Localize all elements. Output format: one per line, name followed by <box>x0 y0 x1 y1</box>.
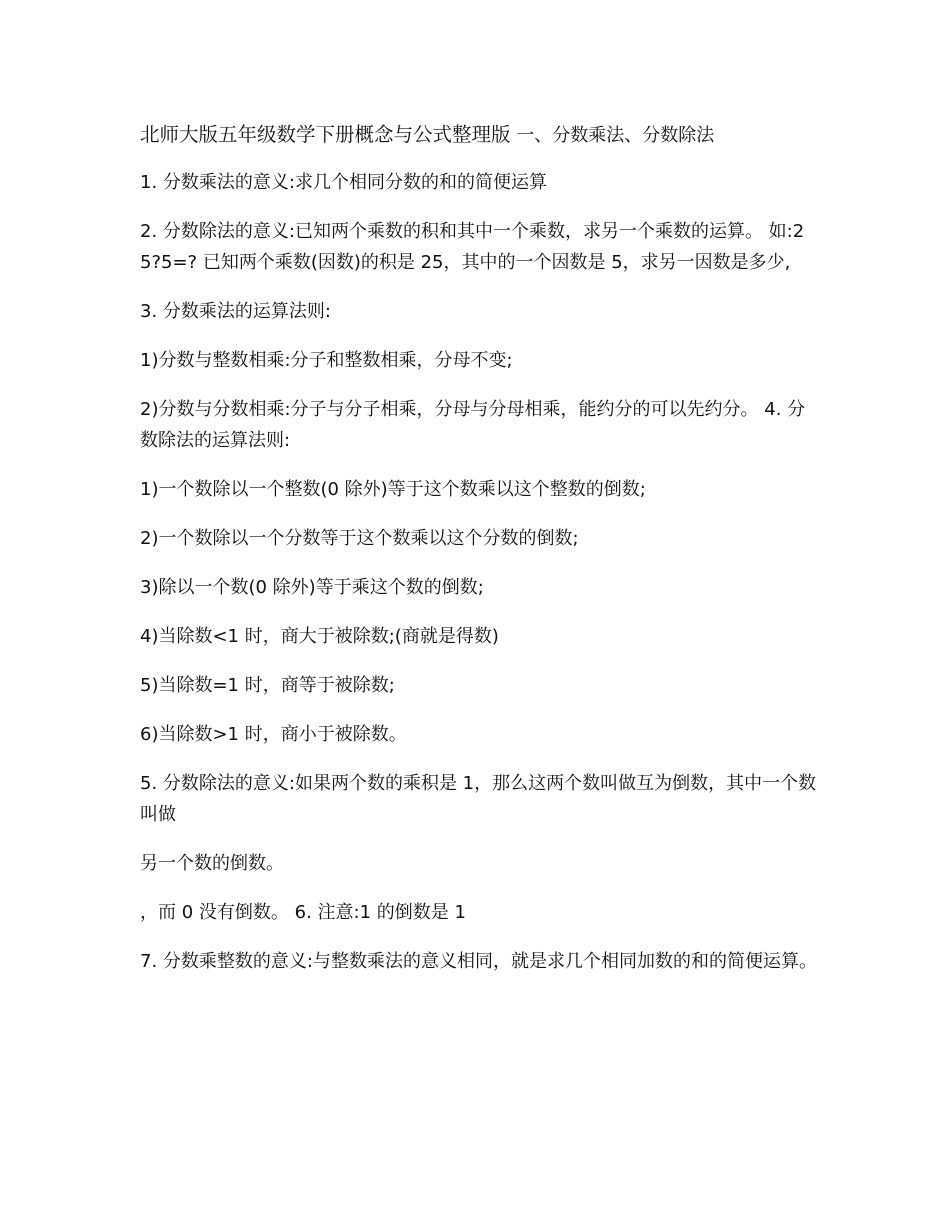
paragraph-4: 1)分数与整数相乘:分子和整数相乘，分母不变; <box>140 350 513 371</box>
paragraph-13: 另一个数的倒数。 <box>140 853 284 874</box>
paragraph-12: 5. 分数除法的意义:如果两个数的乘积是 1，那么这两个数叫做互为倒数，其中一个数叫做 <box>140 773 817 825</box>
paragraph-5: 2)分数与分数相乘:分子与分子相乘，分母与分母相乘，能约分的可以先约分。 4. 分数除法的运算法则: <box>140 399 806 451</box>
paragraph-14: ，而 0 没有倒数。 6. 注意:1 的倒数是 1 <box>140 902 466 923</box>
paragraph-7: 2)一个数除以一个分数等于这个数乘以这个分数的倒数; <box>140 528 579 549</box>
paragraph-1: 1. 分数乘法的意义:求几个相同分数的和的简便运算 <box>140 172 547 193</box>
paragraph-8: 3)除以一个数(0 除外)等于乘这个数的倒数; <box>140 577 484 598</box>
paragraph-2: 2. 分数除法的意义:已知两个乘数的积和其中一个乘数，求另一个乘数的运算。 如:25?5=? 已知两个乘数(因数)的积是 25，其中的一个因数是 5，求另一因数是多少, <box>140 221 805 273</box>
paragraph-6: 1)一个数除以一个整数(0 除外)等于这个数乘以这个整数的倒数; <box>140 479 646 500</box>
paragraph-9: 4)当除数<1 时，商大于被除数;(商就是得数) <box>140 626 499 647</box>
title-sub: 一、分数乘法、分数除法 <box>510 125 715 146</box>
title-main: 北师大版五年级数学下册概念与公式整理版 <box>140 123 511 146</box>
paragraph-3: 3. 分数乘法的运算法则: <box>140 301 331 322</box>
paragraph-10: 5)当除数=1 时，商等于被除数; <box>140 675 395 696</box>
paragraph-11: 6)当除数>1 时，商小于被除数。 <box>140 724 407 745</box>
paragraph-15: 7. 分数乘整数的意义:与整数乘法的意义相同，就是求几个相同加数的和的简便运算。 <box>140 951 817 972</box>
document-title <box>140 118 820 153</box>
document-body <box>140 118 820 995</box>
